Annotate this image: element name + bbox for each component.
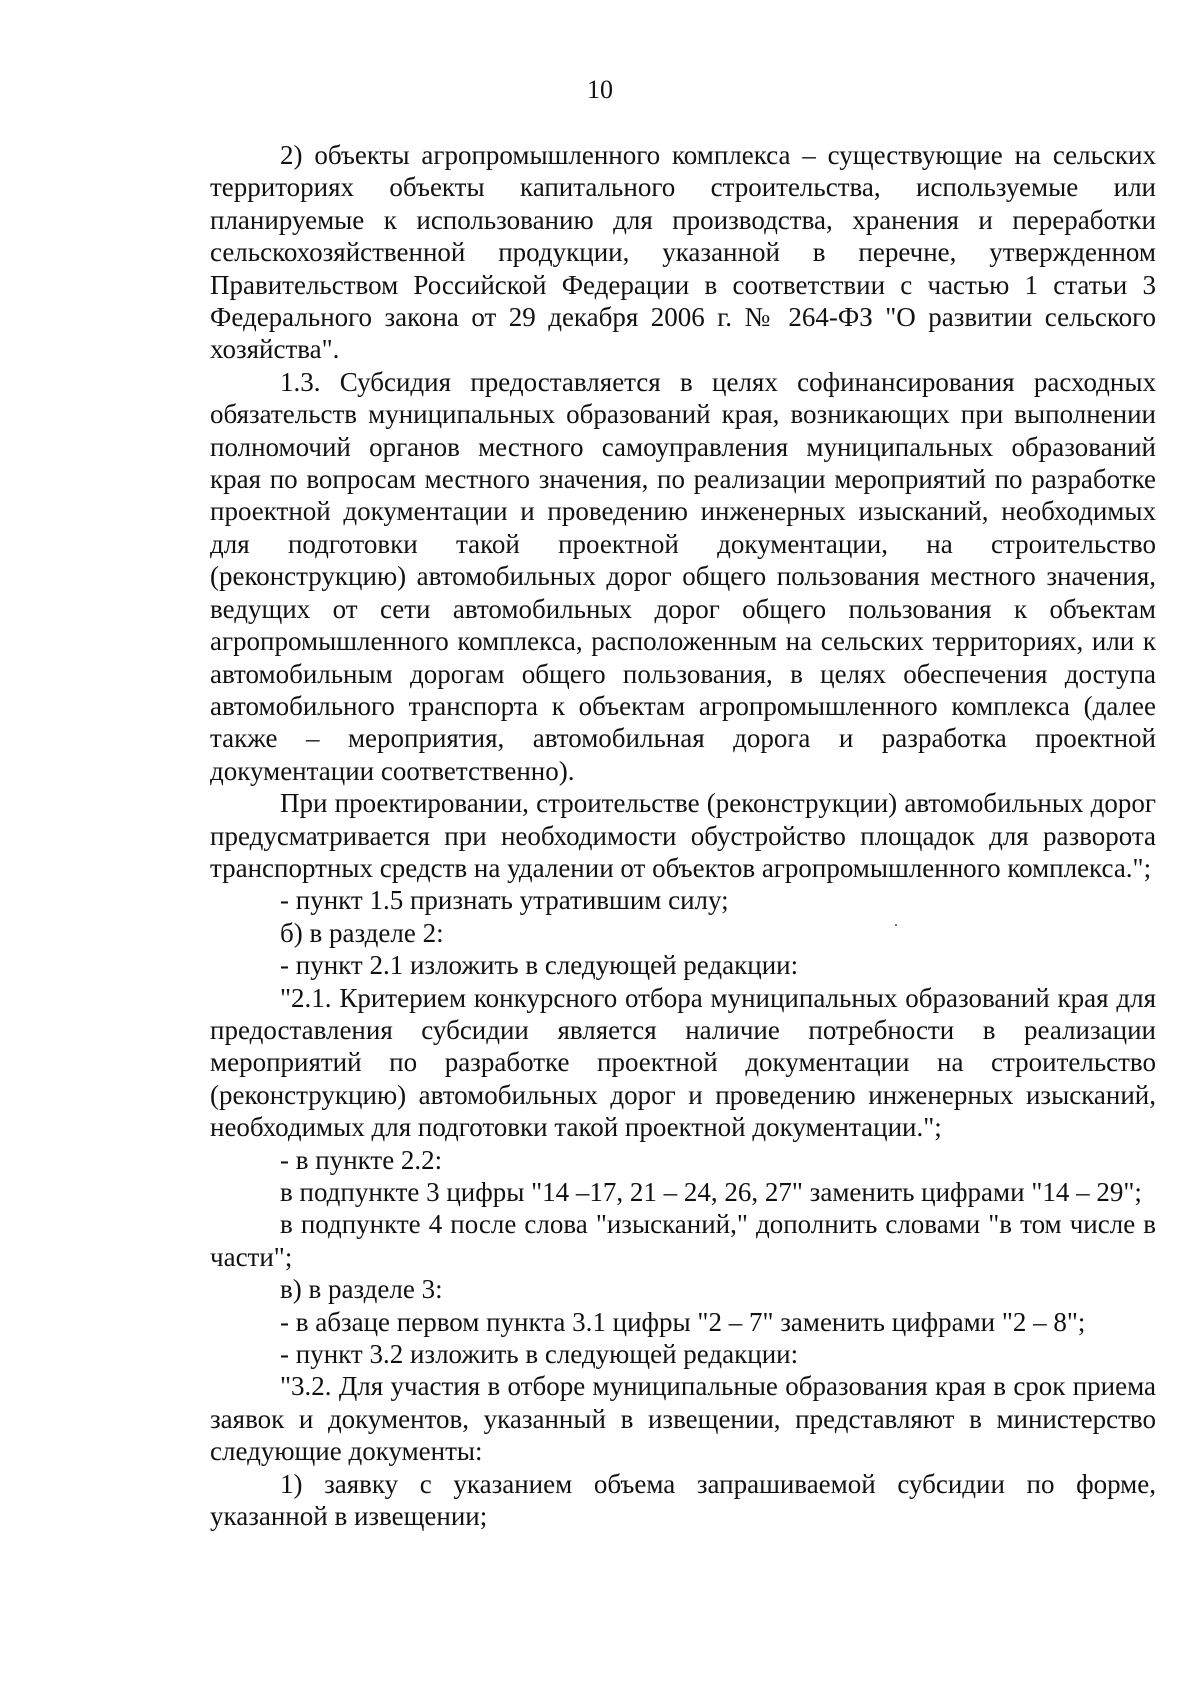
scan-speck xyxy=(895,924,897,926)
paragraph-agro-objects-definition: 2) объекты агропромышленного комплекса – существующие на сельских территориях объекты капитального строительства, используемые или планируемые к использованию для производства, хранения и переработки сельскохозяйственной продукции, указанной в перечне, утвержденном Правительством Российской Федерации в соответствии с частью 1 статьи 3 Федерального закона от 29 декабря 2006 г. № 264-ФЗ "О развитии сельского хозяйства". xyxy=(210,140,1156,365)
paragraph-subclause-4: в подпункте 4 после слова "изысканий," дополнить словами "в том числе в части"; xyxy=(210,1209,1156,1272)
paragraph-section-3-heading: в) в разделе 3: xyxy=(280,1274,443,1305)
paragraph-clause-2-1-text: "2.1. Критерием конкурсного отбора муниципальных образований края для предоставления субсидии является наличие потребности в реализации мероприятий по разработке проектной документации на строительство (реконструкцию) автомобильных дорог и проведению инженерных изысканий, необходимых для подготовки такой проектной документации."; xyxy=(210,982,1156,1143)
paragraph-item-1-application: 1) заявку с указанием объема запрашиваемой субсидии по форме, указанной в извещении; xyxy=(210,1468,1156,1532)
paragraph-clause-3-2-intro: - пункт 3.2 изложить в следующей редакции: xyxy=(280,1339,799,1370)
paragraph-1-3-subsidy-purpose: 1.3. Субсидия предоставляется в целях софинансирования расходных обязательств муниципальных образований края, возникающих при выполнении полномочий органов местного самоуправления муниципальных образований края по вопросам местного значения, по реализации мероприятий по разработке проектной документации и проведению инженерных изысканий, необходимых для подготовки такой проектной документации, на строительство (реконструкцию) автомобильных дорог общего пользования местного значения, ведущих от сети автомобильных дорог общего пользования к объектам агропромышленного комплекса, расположенным на сельских территориях, или к автомобильным дорогам общего пользования, в целях обеспечения доступа автомобильного транспорта к объектам агропромышленного комплекса (далее также – мероприятия, автомобильная дорога и разработка проектной документации соответственно). xyxy=(210,366,1156,786)
paragraph-clause-2-1-intro: - пункт 2.1 изложить в следующей редакции: xyxy=(280,950,799,981)
paragraph-turnaround-areas: При проектировании, строительстве (реконструкции) автомобильных дорог предусматривается при необходимости обустройство площадок для разворота транспортных средств на удалении от объектов агропромышленного комплекса."; xyxy=(210,788,1156,883)
paragraph-clause-3-1: - в абзаце первом пункта 3.1 цифры "2 – 7" заменить цифрами "2 – 8"; xyxy=(280,1306,1086,1337)
paragraph-clause-1-5-void: - пункт 1.5 признать утратившим силу; xyxy=(280,885,729,916)
document-body xyxy=(210,139,1156,1532)
page-number: 10 xyxy=(587,75,613,104)
paragraph-clause-2-2-intro: - в пункте 2.2: xyxy=(280,1144,443,1175)
paragraph-section-2-heading: б) в разделе 2: xyxy=(280,917,444,948)
paragraph-clause-3-2-text: "3.2. Для участия в отборе муниципальные образования края в срок приема заявок и документов, указанный в извещении, представляют в министерство следующие документы: xyxy=(210,1371,1156,1467)
paragraph-subclause-3: в подпункте 3 цифры "14 –17, 21 – 24, 26, 27" заменить цифрами "14 – 29"; xyxy=(280,1177,1142,1207)
